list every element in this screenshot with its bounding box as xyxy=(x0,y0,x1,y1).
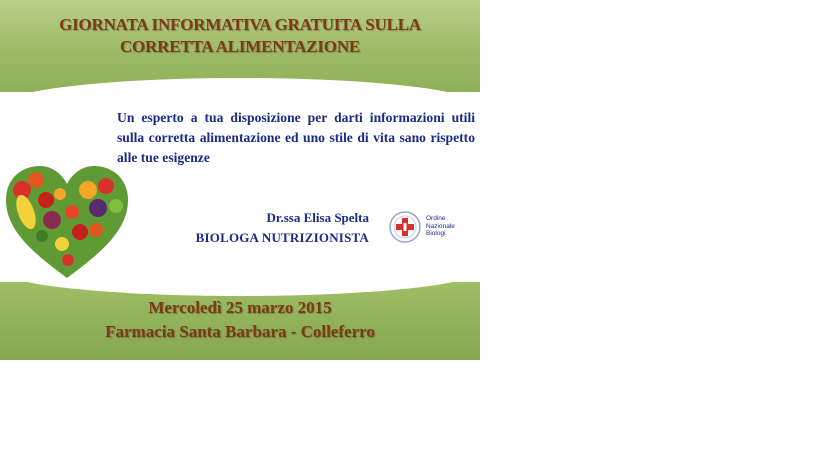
logo-text xyxy=(426,215,455,238)
signature-name: Dr.ssa Elisa Spelta xyxy=(266,210,369,225)
vegetable-heart-image xyxy=(2,160,132,282)
event-date: Mercoledì 25 marzo 2015 xyxy=(148,298,332,317)
flyer-title xyxy=(0,14,480,58)
event-place: Farmacia Santa Barbara - Colleferro xyxy=(105,322,375,341)
ordine-nazionale-biologi-logo xyxy=(388,210,466,244)
title-line-1: GIORNATA INFORMATIVA GRATUITA SULLA xyxy=(59,15,421,34)
biologi-seal-icon xyxy=(388,210,422,244)
title-line-2: CORRETTA ALIMENTAZIONE xyxy=(119,37,361,56)
intro-text: Un esperto a tua disposizione per darti informazioni utili sulla corretta alimentazione ed uno stile di vita sano rispetto alle tue esigenze xyxy=(117,110,475,165)
event-details xyxy=(0,296,480,344)
logo-line-2: Nazionale xyxy=(426,222,455,230)
flyer xyxy=(0,0,480,360)
logo-line-1: Ordine xyxy=(426,215,446,222)
signature-role: BIOLOGA NUTRIZIONISTA xyxy=(195,230,369,245)
logo-line-3: Biologi xyxy=(426,230,446,237)
